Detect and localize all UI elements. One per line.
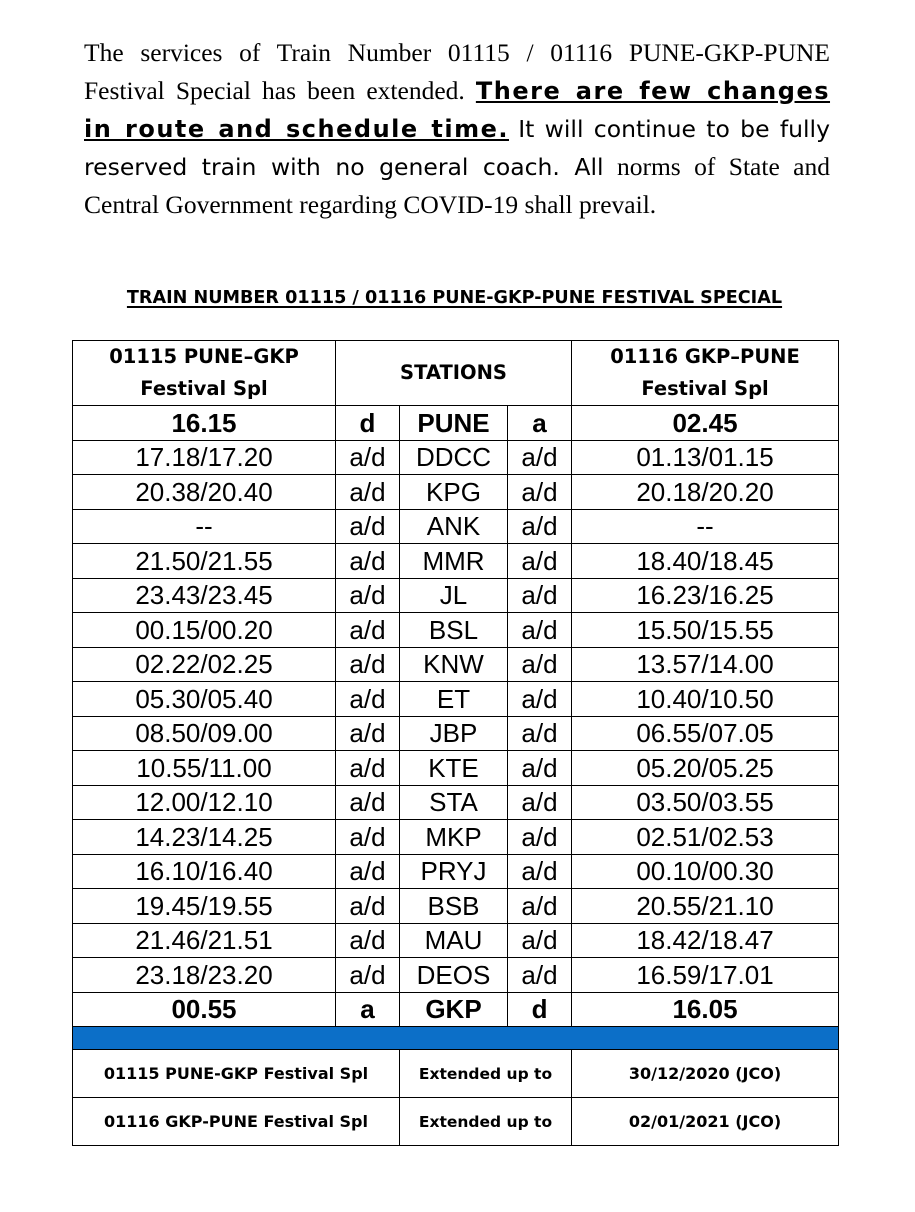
time-01115: 21.46/21.51 <box>73 923 336 958</box>
code-01115: a/d <box>336 716 400 751</box>
table-row <box>73 854 839 889</box>
station-code: DEOS <box>400 958 508 993</box>
code-01116: a/d <box>508 751 572 786</box>
station-code: KPG <box>400 475 508 510</box>
notice-part3: norms of State and Central Government regarding COVID-19 shall prevail. <box>84 152 830 219</box>
station-code: PUNE <box>400 406 508 441</box>
code-01115: a/d <box>336 647 400 682</box>
code-01115: a/d <box>336 475 400 510</box>
notice-part1: The services of Train Number 01115 / 01116 PUNE-GKP-PUNE Festival Special has been extended. <box>84 38 830 105</box>
code-01116: a/d <box>508 682 572 717</box>
time-01115: 08.50/09.00 <box>73 716 336 751</box>
time-01115: 19.45/19.55 <box>73 889 336 924</box>
time-01116: -- <box>572 509 839 544</box>
time-01116: 10.40/10.50 <box>572 682 839 717</box>
station-code: PRYJ <box>400 854 508 889</box>
extension-label: Extended up to <box>400 1050 572 1098</box>
table-row <box>73 544 839 579</box>
code-01116: d <box>508 992 572 1027</box>
separator-bar-cell <box>73 1027 839 1050</box>
station-code: ANK <box>400 509 508 544</box>
table-row <box>73 751 839 786</box>
table-row <box>73 923 839 958</box>
extension-date: 02/01/2021 (JCO) <box>572 1098 839 1146</box>
code-01115: a/d <box>336 958 400 993</box>
table-row <box>73 509 839 544</box>
table-row <box>73 475 839 510</box>
time-01115: 23.43/23.45 <box>73 578 336 613</box>
time-01115: 16.10/16.40 <box>73 854 336 889</box>
table-row <box>73 440 839 475</box>
code-01116: a/d <box>508 544 572 579</box>
code-01115: a/d <box>336 820 400 855</box>
time-01116: 01.13/01.15 <box>572 440 839 475</box>
code-01116: a/d <box>508 440 572 475</box>
table-row <box>73 820 839 855</box>
time-01115: 17.18/17.20 <box>73 440 336 475</box>
code-01115: d <box>336 406 400 441</box>
table-row <box>73 716 839 751</box>
table-row <box>73 682 839 717</box>
time-01116: 02.51/02.53 <box>572 820 839 855</box>
separator-bar <box>73 1027 839 1050</box>
extension-row <box>73 1050 839 1098</box>
time-01115: 00.55 <box>73 992 336 1027</box>
time-01115: 10.55/11.00 <box>73 751 336 786</box>
extension-train: 01116 GKP-PUNE Festival Spl <box>73 1098 400 1146</box>
code-01115: a/d <box>336 544 400 579</box>
code-01116: a/d <box>508 958 572 993</box>
time-01115: 20.38/20.40 <box>73 475 336 510</box>
table-row <box>73 958 839 993</box>
code-01115: a/d <box>336 854 400 889</box>
code-01115: a/d <box>336 509 400 544</box>
code-01116: a/d <box>508 716 572 751</box>
station-code: KNW <box>400 647 508 682</box>
code-01116: a/d <box>508 889 572 924</box>
schedule-table <box>72 340 839 1146</box>
header-train-01115: 01115 PUNE–GKP Festival Spl <box>73 341 336 406</box>
time-01115: 02.22/02.25 <box>73 647 336 682</box>
code-01115: a/d <box>336 751 400 786</box>
station-code: MMR <box>400 544 508 579</box>
code-01115: a/d <box>336 578 400 613</box>
station-code: JL <box>400 578 508 613</box>
code-01115: a <box>336 992 400 1027</box>
time-01116: 05.20/05.25 <box>572 751 839 786</box>
code-01116: a/d <box>508 854 572 889</box>
time-01116: 15.50/15.55 <box>572 613 839 648</box>
time-01116: 16.23/16.25 <box>572 578 839 613</box>
notice-paragraph <box>84 34 830 224</box>
code-01115: a/d <box>336 613 400 648</box>
time-01116: 16.05 <box>572 992 839 1027</box>
table-header-row <box>73 341 839 406</box>
extension-row <box>73 1098 839 1146</box>
station-code: BSL <box>400 613 508 648</box>
header-train-01116: 01116 GKP–PUNE Festival Spl <box>572 341 839 406</box>
code-01116: a/d <box>508 578 572 613</box>
table-row <box>73 578 839 613</box>
station-code: GKP <box>400 992 508 1027</box>
code-01115: a/d <box>336 682 400 717</box>
station-code: JBP <box>400 716 508 751</box>
extension-label: Extended up to <box>400 1098 572 1146</box>
time-01116: 18.42/18.47 <box>572 923 839 958</box>
time-01115: 16.15 <box>73 406 336 441</box>
code-01116: a <box>508 406 572 441</box>
code-01116: a/d <box>508 923 572 958</box>
station-code: MKP <box>400 820 508 855</box>
time-01115: 21.50/21.55 <box>73 544 336 579</box>
table-row <box>73 406 839 441</box>
station-code: MAU <box>400 923 508 958</box>
code-01115: a/d <box>336 785 400 820</box>
station-code: BSB <box>400 889 508 924</box>
table-row <box>73 647 839 682</box>
time-01116: 06.55/07.05 <box>572 716 839 751</box>
time-01116: 03.50/03.55 <box>572 785 839 820</box>
station-code: ET <box>400 682 508 717</box>
code-01115: a/d <box>336 889 400 924</box>
time-01116: 20.55/21.10 <box>572 889 839 924</box>
code-01116: a/d <box>508 613 572 648</box>
station-code: DDCC <box>400 440 508 475</box>
extension-train: 01115 PUNE-GKP Festival Spl <box>73 1050 400 1098</box>
table-row <box>73 613 839 648</box>
time-01115: 12.00/12.10 <box>73 785 336 820</box>
time-01116: 16.59/17.01 <box>572 958 839 993</box>
code-01115: a/d <box>336 440 400 475</box>
time-01116: 02.45 <box>572 406 839 441</box>
table-row <box>73 785 839 820</box>
schedule-heading: TRAIN NUMBER 01115 / 01116 PUNE-GKP-PUNE FESTIVAL SPECIAL <box>126 288 783 308</box>
time-01115: 00.15/00.20 <box>73 613 336 648</box>
code-01116: a/d <box>508 820 572 855</box>
notice-part2: It will continue to be fully reserved train with no general coach. All <box>84 115 830 181</box>
time-01116: 18.40/18.45 <box>572 544 839 579</box>
station-code: KTE <box>400 751 508 786</box>
time-01116: 13.57/14.00 <box>572 647 839 682</box>
code-01116: a/d <box>508 785 572 820</box>
table-row <box>73 889 839 924</box>
time-01116: 00.10/00.30 <box>572 854 839 889</box>
time-01116: 20.18/20.20 <box>572 475 839 510</box>
table-row <box>73 992 839 1027</box>
extension-date: 30/12/2020 (JCO) <box>572 1050 839 1098</box>
header-stations: STATIONS <box>336 341 572 406</box>
station-code: STA <box>400 785 508 820</box>
time-01115: 05.30/05.40 <box>73 682 336 717</box>
code-01115: a/d <box>336 923 400 958</box>
time-01115: 14.23/14.25 <box>73 820 336 855</box>
time-01115: -- <box>73 509 336 544</box>
code-01116: a/d <box>508 509 572 544</box>
notice-highlight: There are few changes in route and schedule time. <box>84 77 831 143</box>
code-01116: a/d <box>508 475 572 510</box>
time-01115: 23.18/23.20 <box>73 958 336 993</box>
code-01116: a/d <box>508 647 572 682</box>
